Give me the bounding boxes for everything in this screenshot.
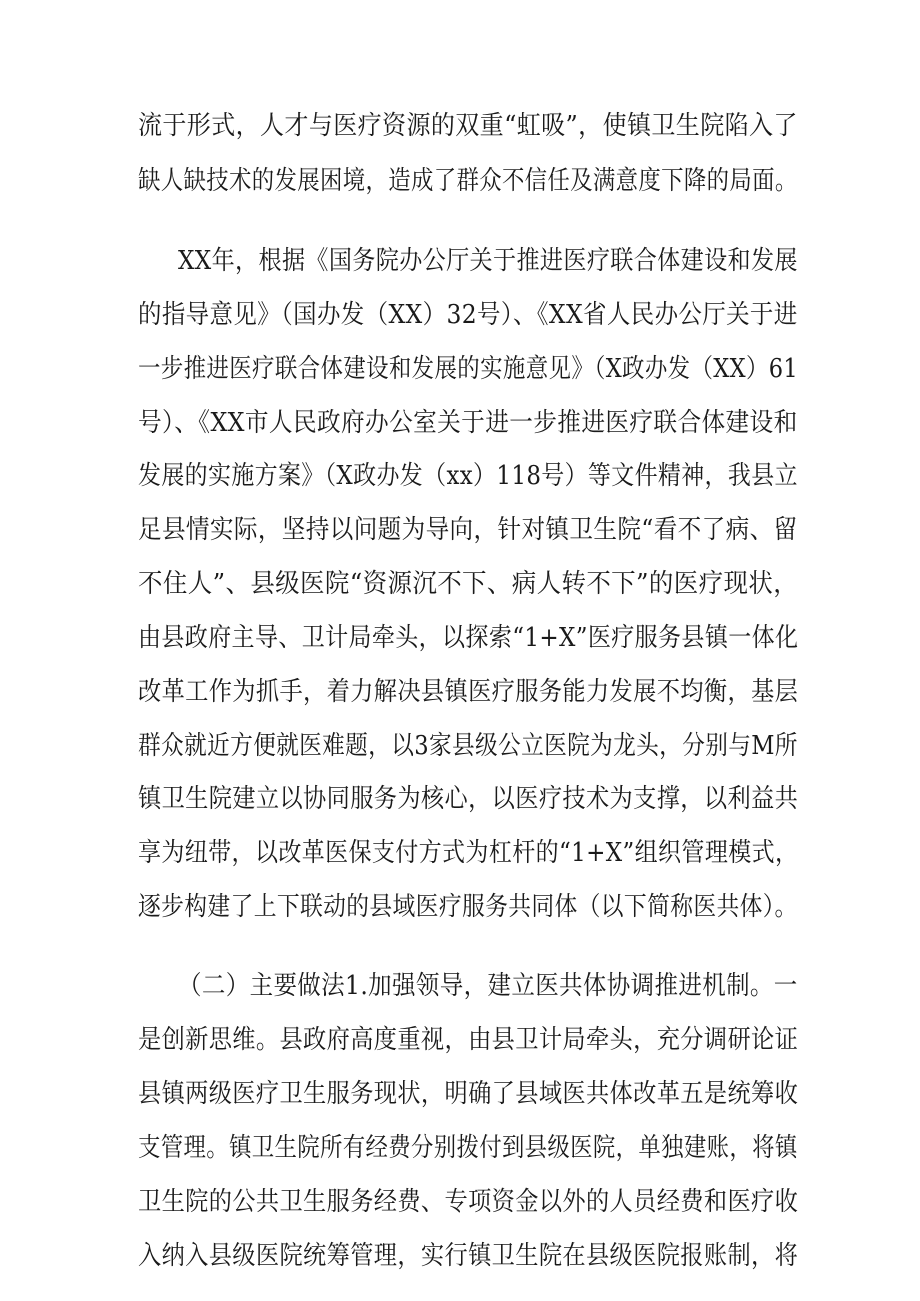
text-line: XX年，根据《国务院办公厅关于推进医疗联合体建设和发展 — [178, 246, 798, 276]
text-line: 缺人缺技术的发展困境，造成了群众不信任及满意度下降的局面。 — [138, 166, 798, 196]
text-line: 改革工作为抓手，着力解决县镇医疗服务能力发展不均衡，基层 — [138, 677, 799, 707]
text-line: 号）、《XX市人民政府办公室关于进一步推进医疗联合体建设和 — [138, 408, 798, 438]
text-line: 发展的实施方案》（X政办发（xx）118号）等文件精神，我县立 — [138, 461, 798, 491]
text-line: 由县政府主导、卫计局牵头，以探索“1+X”医疗服务县镇一体化 — [138, 623, 799, 653]
text-line: 入纳入县级医院统筹管理，实行镇卫生院在县级医院报账制，将 — [138, 1241, 799, 1271]
text-line: 支管理。镇卫生院所有经费分别拨付到县级医院，单独建账，将镇 — [138, 1133, 798, 1163]
text-line: （二）主要做法1.加强领导，建立医共体协调推进机制。一 — [178, 971, 798, 1001]
text-line: 的指导意见》（国办发（XX）32号）、《XX省人民办公厅关于进 — [138, 300, 798, 330]
text-line: 县镇两级医疗卫生服务现状，明确了县域医共体改革五是统筹收 — [138, 1079, 799, 1109]
text-line: 流于形式，人才与医疗资源的双重“虹吸”，使镇卫生院陷入了 — [138, 111, 798, 141]
text-line: 群众就近方便就医难题，以3家县级公立医院为龙头，分别与M所 — [138, 731, 798, 761]
text-line: 足县情实际，坚持以问题为导向，针对镇卫生院“看不了病、留 — [138, 515, 798, 545]
text-line: 享为纽带，以改革医保支付方式为杠杆的“1+X”组织管理模式， — [138, 838, 799, 868]
text-line: 一步推进医疗联合体建设和发展的实施意见》（X政办发（XX）61 — [138, 354, 799, 384]
text-line: 逐步构建了上下联动的县域医疗服务共同体（以下简称医共体）。 — [138, 892, 798, 922]
text-line: 卫生院的公共卫生服务经费、专项资金以外的人员经费和医疗收 — [138, 1187, 799, 1217]
text-line: 不住人”、县级医院“资源沉不下、病人转不下”的医疗现状， — [138, 569, 799, 599]
text-line: 镇卫生院建立以协同服务为核心，以医疗技术为支撑，以利益共 — [138, 784, 799, 814]
text-line: 是创新思维。县政府高度重视，由县卫计局牵头，充分调研论证 — [138, 1025, 799, 1055]
